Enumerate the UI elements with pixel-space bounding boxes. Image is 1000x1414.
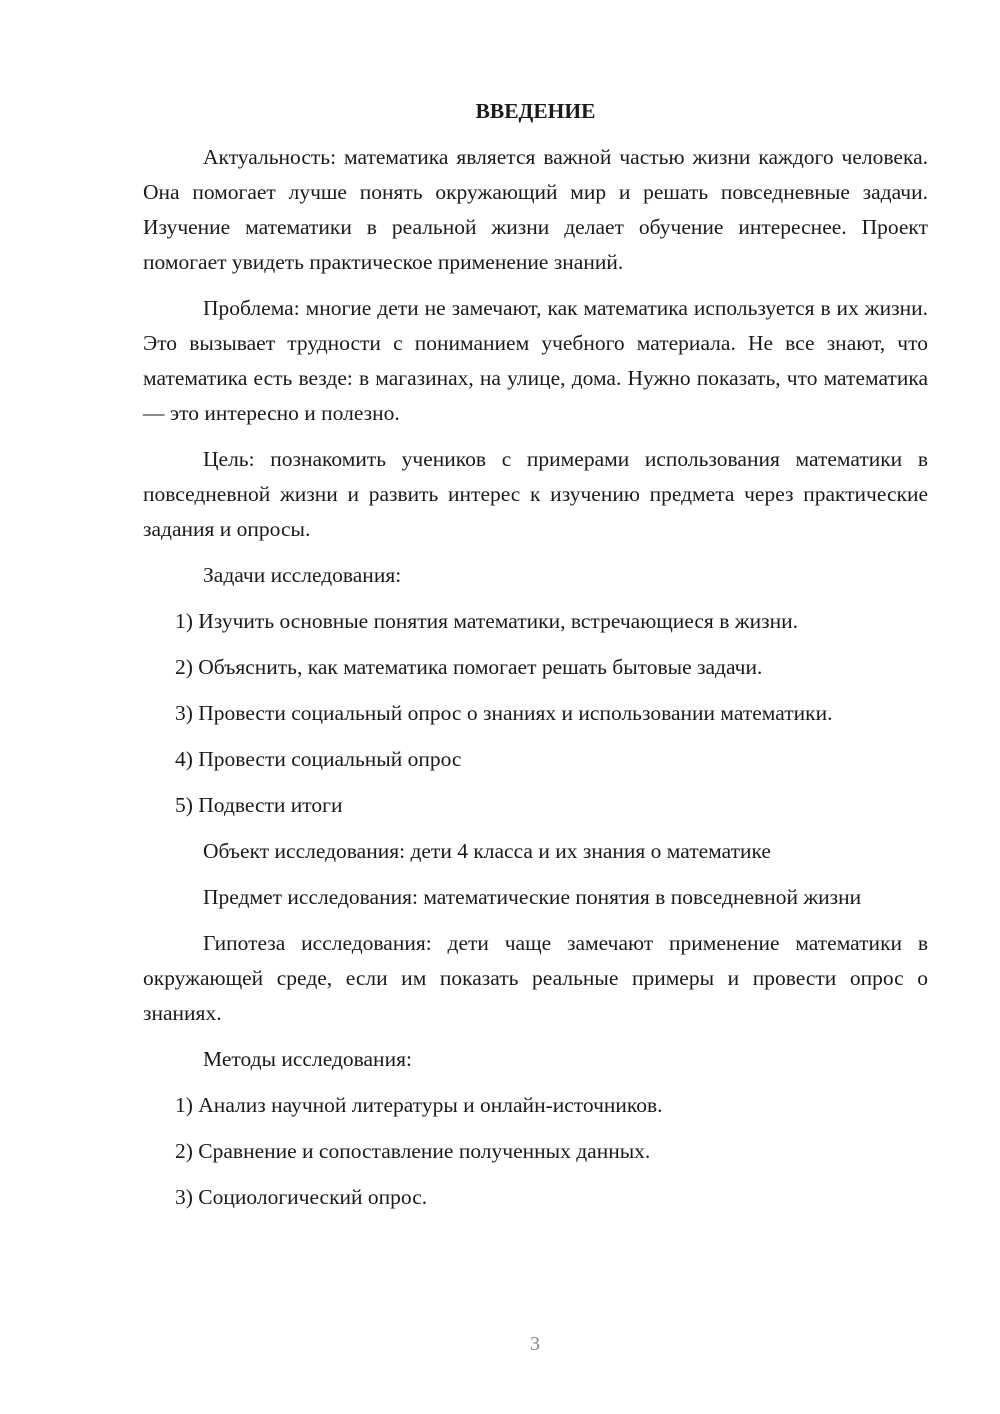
method-item: 1) Анализ научной литературы и онлайн-источников. (175, 1093, 663, 1117)
method-item: 2) Сравнение и сопоставление полученных данных. (175, 1139, 651, 1163)
tasks-title: Задачи исследования: (203, 563, 402, 587)
hypothesis-paragraph: Гипотеза исследования: дети чаще замечают применение математики в окружающей среде, если им показать реальные примеры и провести опрос о знаниях. (143, 931, 928, 1025)
object-paragraph: Объект исследования: дети 4 класса и их знания о математике (203, 839, 771, 863)
method-item: 3) Социологический опрос. (175, 1185, 428, 1209)
goal-paragraph: Цель: познакомить учеников с примерами использования математики в повседневной жизни и развить интерес к изучению предмета через практические задания и опросы. (143, 447, 928, 541)
methods-title: Методы исследования: (203, 1047, 412, 1071)
task-item: 1) Изучить основные понятия математики, встречающиеся в жизни. (175, 609, 798, 633)
problem-paragraph: Проблема: многие дети не замечают, как математика используется в их жизни. Это вызывает трудности с пониманием учебного материала. Не все знают, что математика есть везде: в магазинах, на улице, дома. Нужно показать, что математика — это интересно и полезно. (143, 296, 928, 425)
section-heading: ВВЕДЕНИЕ (475, 99, 596, 123)
subject-paragraph: Предмет исследования: математические понятия в повседневной жизни (203, 885, 862, 909)
task-item: 2) Объяснить, как математика помогает решать бытовые задачи. (175, 655, 763, 679)
relevance-paragraph: Актуальность: математика является важной частью жизни каждого человека. Она помогает лучше понять окружающий мир и решать повседневные задачи. Изучение математики в реальной жизни делает обучение интереснее. Проект помогает увидеть практическое применение знаний. (143, 145, 928, 274)
task-item: 3) Провести социальный опрос о знаниях и использовании математики. (175, 701, 833, 725)
document-body (143, 94, 928, 1226)
page-number: 3 (530, 1333, 540, 1355)
task-item: 4) Провести социальный опрос (175, 747, 462, 771)
task-item: 5) Подвести итоги (175, 793, 343, 817)
